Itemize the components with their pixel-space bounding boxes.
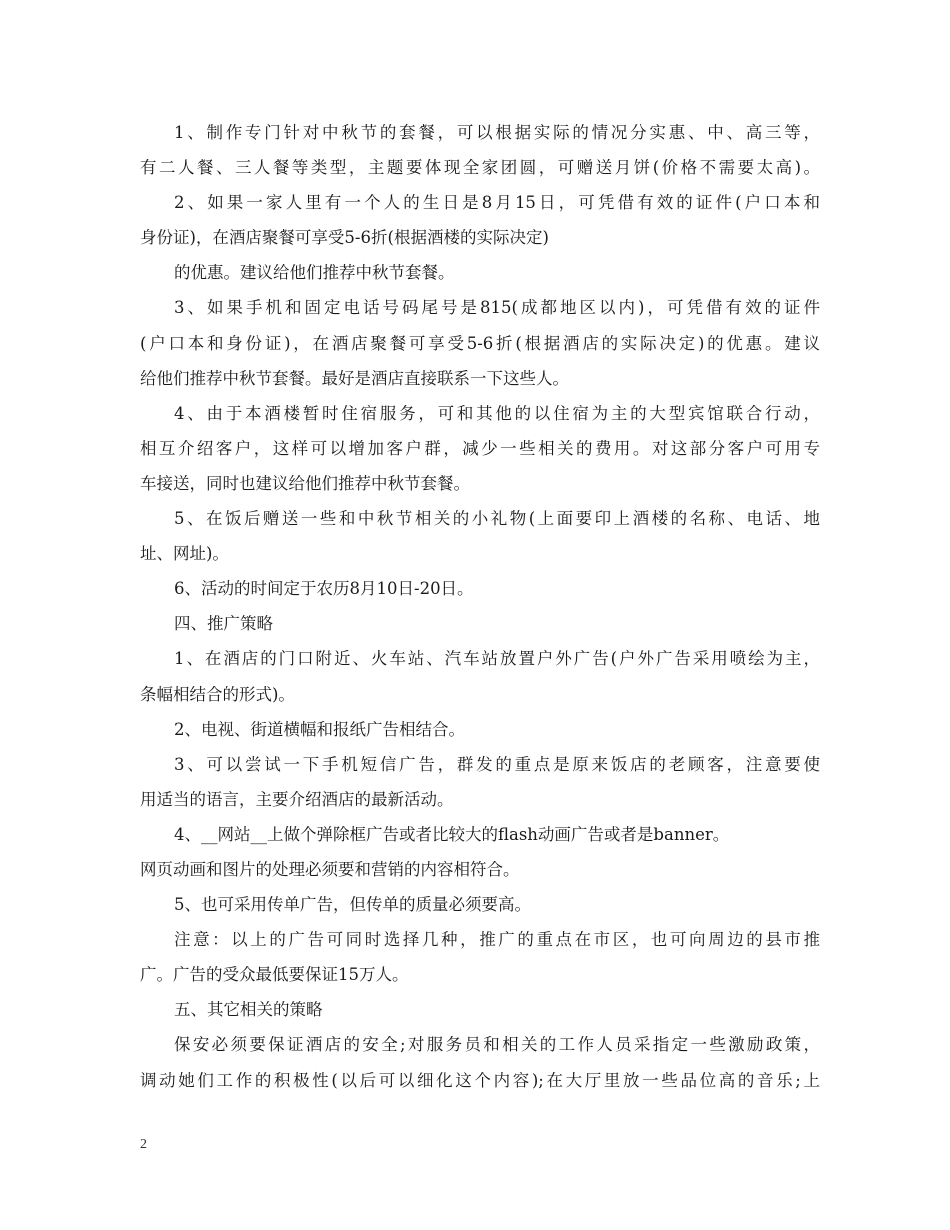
text-line: 身份证)，在酒店聚餐可享受5-6折(根据酒楼的实际决定) — [140, 228, 549, 248]
text-line: 保安必须要保证酒店的安全;对服务员和相关的工作人员采指定一些激励政策， — [174, 1035, 820, 1055]
text-line: 四、推广策略 — [174, 614, 273, 634]
text-line: 车接送，同时也建议给他们推荐中秋节套餐。 — [140, 473, 470, 493]
text-line: 3、可以尝试一下手机短信广告，群发的重点是原来饭店的老顾客，注意要使 — [174, 754, 820, 774]
text-line: 1、在酒店的门口附近、火车站、汽车站放置户外广告(户外广告采用喷绘为主， — [174, 649, 820, 669]
text-line: 3、如果手机和固定电话号码尾号是815(成都地区以内)，可凭借有效的证件 — [174, 298, 820, 318]
text-line: 2、如果一家人里有一个人的生日是8月15日，可凭借有效的证件(户口本和 — [174, 193, 820, 213]
text-line: 2、电视、街道横幅和报纸广告相结合。 — [174, 719, 465, 739]
page-number: 2 — [140, 1137, 147, 1152]
text-line: (户口本和身份证)，在酒店聚餐可享受5-6折(根据酒店的实际决定)的优惠。建议 — [140, 333, 820, 353]
text-line: 1、制作专门针对中秋节的套餐，可以根据实际的情况分实惠、中、高三等， — [174, 123, 820, 142]
text-line: 4、__网站__上做个弹除框广告或者比较大的flash动画广告或者是banner。 — [174, 824, 730, 844]
text-line: 广。广告的受众最低要保证15万人。 — [140, 965, 409, 985]
text-line: 有二人餐、三人餐等类型，主题要体现全家团圆，可赠送月饼(价格不需要太高)。 — [140, 158, 820, 178]
text-line: 相互介绍客户，这样可以增加客户群，减少一些相关的费用。对这部分客户可用专 — [140, 438, 820, 458]
text-line: 4、由于本酒楼暂时住宿服务，可和其他的以住宿为主的大型宾馆联合行动， — [174, 403, 820, 423]
text-line: 注意：以上的广告可同时选择几种，推广的重点在市区，也可向周边的县市推 — [174, 930, 820, 950]
text-line: 的优惠。建议给他们推荐中秋节套餐。 — [174, 263, 455, 283]
text-line: 用适当的语言，主要介绍酒店的最新活动。 — [140, 789, 454, 809]
text-line: 调动她们工作的积极性(以后可以细化这个内容);在大厅里放一些品位高的音乐;上 — [140, 1070, 820, 1090]
text-line: 6、活动的时间定于农历8月10日-20日。 — [174, 579, 474, 599]
text-line: 条幅相结合的形式)。 — [140, 684, 295, 704]
text-line: 给他们推荐中秋节套餐。最好是酒店直接联系一下这些人。 — [140, 368, 569, 388]
text-line: 5、在饭后赠送一些和中秋节相关的小礼物(上面要印上酒楼的名称、电话、地 — [174, 509, 820, 529]
text-line: 址、网址)。 — [140, 544, 229, 564]
text-line: 5、也可采用传单广告，但传单的质量必须要高。 — [174, 895, 531, 915]
text-line: 五、其它相关的策略 — [174, 1000, 323, 1020]
text-line: 网页动画和图片的处理必须要和营销的内容相符合。 — [140, 859, 520, 879]
document-body — [140, 115, 820, 1098]
